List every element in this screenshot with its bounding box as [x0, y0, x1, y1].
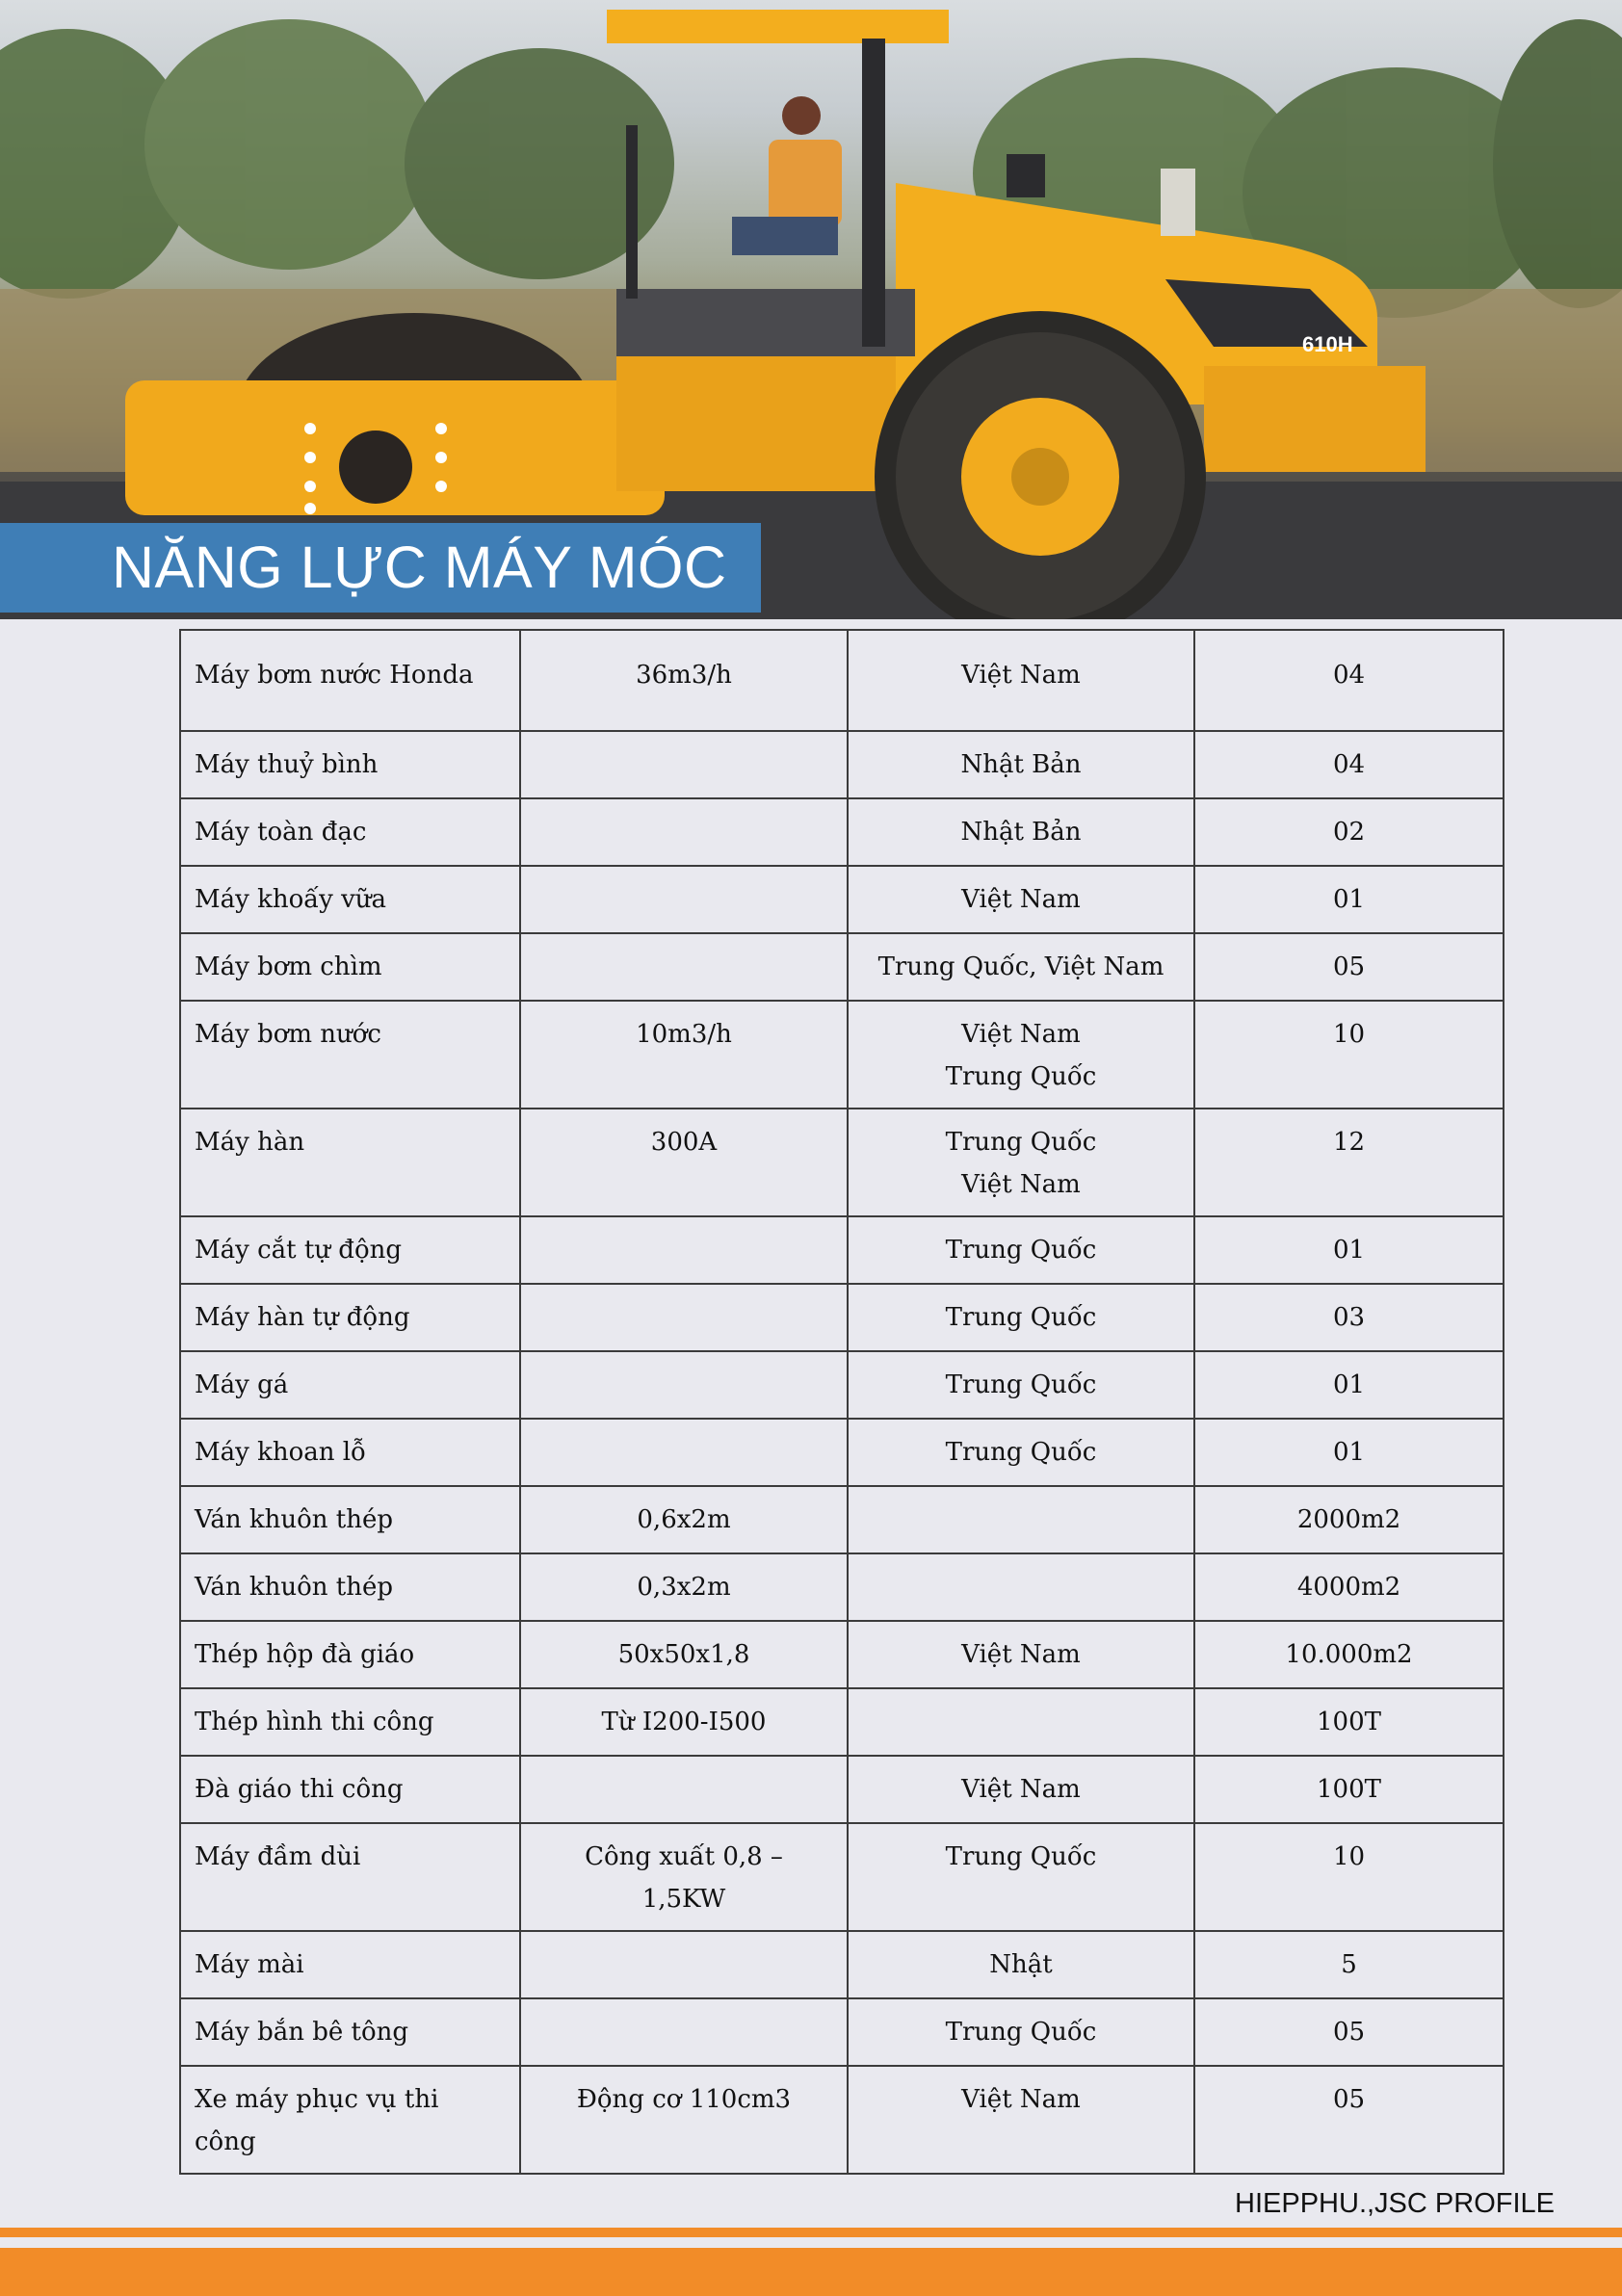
equipment-origin-cell: Việt Nam: [848, 1621, 1194, 1688]
footer-accent-bar: [0, 2248, 1622, 2296]
equipment-quantity-cell: 2000m2: [1194, 1486, 1504, 1553]
equipment-spec-cell: Từ I200-I500: [520, 1688, 848, 1756]
equipment-origin-cell: Trung Quốc: [848, 1998, 1194, 2066]
table-row: [180, 1109, 1504, 1216]
equipment-name-cell: Máy bơm chìm: [180, 933, 520, 1001]
equipment-origin-cell: Trung Quốc: [848, 1284, 1194, 1351]
equipment-spec-cell: [520, 1284, 848, 1351]
equipment-quantity-cell: 10: [1194, 1823, 1504, 1931]
table-row: [180, 1823, 1504, 1931]
page-title: NĂNG LỰC MÁY MÓC: [112, 535, 727, 600]
equipment-quantity-cell: 04: [1194, 630, 1504, 731]
table-row: [180, 1216, 1504, 1284]
equipment-spec-cell: [520, 866, 848, 933]
equipment-quantity-cell: 100T: [1194, 1756, 1504, 1823]
equipment-spec-cell: 0,3x2m: [520, 1553, 848, 1621]
table-row: [180, 630, 1504, 731]
equipment-quantity-cell: 10: [1194, 1001, 1504, 1109]
equipment-origin-cell: Trung Quốc: [848, 1823, 1194, 1931]
equipment-name-cell: Máy bắn bê tông: [180, 1998, 520, 2066]
equipment-quantity-cell: 02: [1194, 798, 1504, 866]
equipment-name-cell: Máy bơm nước Honda: [180, 630, 520, 731]
equipment-quantity-cell: 04: [1194, 731, 1504, 798]
equipment-spec-cell: [520, 1216, 848, 1284]
title-banner: [0, 523, 761, 613]
table-row: [180, 1553, 1504, 1621]
equipment-name-cell: Máy hàn tự động: [180, 1284, 520, 1351]
table-row: [180, 1351, 1504, 1419]
equipment-spec-cell: Công xuất 0,8 – 1,5KW: [520, 1823, 848, 1931]
equipment-name-cell: Máy khoan lỗ: [180, 1419, 520, 1486]
equipment-name-cell: Đà giáo thi công: [180, 1756, 520, 1823]
equipment-spec-cell: 300A: [520, 1109, 848, 1216]
equipment-origin-cell: Trung Quốc: [848, 1351, 1194, 1419]
equipment-name-cell: Ván khuôn thép: [180, 1553, 520, 1621]
table-row: [180, 1931, 1504, 1998]
table-row: [180, 1001, 1504, 1109]
equipment-origin-cell: Nhật: [848, 1931, 1194, 1998]
table-row: [180, 2066, 1504, 2174]
equipment-origin-cell: Nhật Bản: [848, 798, 1194, 866]
equipment-name-cell: Máy cắt tự động: [180, 1216, 520, 1284]
equipment-name-cell: Thép hộp đà giáo: [180, 1621, 520, 1688]
equipment-origin-cell: [848, 1553, 1194, 1621]
equipment-spec-cell: 50x50x1,8: [520, 1621, 848, 1688]
equipment-origin-cell: Việt Nam: [848, 630, 1194, 731]
equipment-quantity-cell: 10.000m2: [1194, 1621, 1504, 1688]
equipment-spec-cell: 36m3/h: [520, 630, 848, 731]
equipment-spec-cell: [520, 1998, 848, 2066]
equipment-origin-cell: Việt Nam Trung Quốc: [848, 1001, 1194, 1109]
equipment-origin-cell: Việt Nam: [848, 866, 1194, 933]
table-row: [180, 731, 1504, 798]
equipment-quantity-cell: 01: [1194, 1419, 1504, 1486]
equipment-origin-cell: Trung Quốc: [848, 1216, 1194, 1284]
machine-badge: 610H: [1302, 332, 1353, 356]
equipment-spec-cell: [520, 731, 848, 798]
header-photo: [0, 0, 1622, 619]
equipment-quantity-cell: 12: [1194, 1109, 1504, 1216]
equipment-spec-cell: [520, 1351, 848, 1419]
equipment-name-cell: Máy hàn: [180, 1109, 520, 1216]
equipment-origin-cell: Trung Quốc: [848, 1419, 1194, 1486]
equipment-name-cell: Xe máy phục vụ thi công: [180, 2066, 520, 2174]
table-row: [180, 1756, 1504, 1823]
footer-brand: HIEPPHU.,JSC PROFILE: [1235, 2188, 1555, 2219]
equipment-spec-cell: [520, 1756, 848, 1823]
equipment-quantity-cell: 100T: [1194, 1688, 1504, 1756]
equipment-origin-cell: [848, 1486, 1194, 1553]
equipment-quantity-cell: 01: [1194, 866, 1504, 933]
equipment-spec-cell: [520, 933, 848, 1001]
equipment-quantity-cell: 01: [1194, 1216, 1504, 1284]
equipment-quantity-cell: 05: [1194, 1998, 1504, 2066]
table-row: [180, 1284, 1504, 1351]
equipment-name-cell: Máy khoấy vữa: [180, 866, 520, 933]
equipment-spec-cell: 0,6x2m: [520, 1486, 848, 1553]
equipment-origin-cell: Việt Nam: [848, 1756, 1194, 1823]
equipment-spec-cell: [520, 1931, 848, 1998]
equipment-name-cell: Thép hình thi công: [180, 1688, 520, 1756]
equipment-name-cell: Ván khuôn thép: [180, 1486, 520, 1553]
equipment-spec-cell: 10m3/h: [520, 1001, 848, 1109]
equipment-quantity-cell: 05: [1194, 933, 1504, 1001]
footer-accent-line: [0, 2228, 1622, 2237]
equipment-spec-cell: [520, 798, 848, 866]
table-row: [180, 866, 1504, 933]
table-row: [180, 933, 1504, 1001]
equipment-origin-cell: [848, 1688, 1194, 1756]
equipment-origin-cell: Việt Nam: [848, 2066, 1194, 2174]
table-row: [180, 1419, 1504, 1486]
equipment-spec-cell: [520, 1419, 848, 1486]
equipment-origin-cell: Trung Quốc Việt Nam: [848, 1109, 1194, 1216]
table-row: [180, 1688, 1504, 1756]
table-row: [180, 1621, 1504, 1688]
equipment-quantity-cell: 01: [1194, 1351, 1504, 1419]
table-row: [180, 1486, 1504, 1553]
equipment-origin-cell: Nhật Bản: [848, 731, 1194, 798]
equipment-table: [179, 629, 1504, 2175]
equipment-name-cell: Máy thuỷ bình: [180, 731, 520, 798]
equipment-quantity-cell: 5: [1194, 1931, 1504, 1998]
table-row: [180, 1998, 1504, 2066]
equipment-name-cell: Máy toàn đạc: [180, 798, 520, 866]
equipment-quantity-cell: 05: [1194, 2066, 1504, 2174]
equipment-name-cell: Máy bơm nước: [180, 1001, 520, 1109]
equipment-name-cell: Máy đầm dùi: [180, 1823, 520, 1931]
equipment-name-cell: Máy mài: [180, 1931, 520, 1998]
table-row: [180, 798, 1504, 866]
equipment-quantity-cell: 4000m2: [1194, 1553, 1504, 1621]
equipment-quantity-cell: 03: [1194, 1284, 1504, 1351]
equipment-name-cell: Máy gá: [180, 1351, 520, 1419]
equipment-origin-cell: Trung Quốc, Việt Nam: [848, 933, 1194, 1001]
equipment-spec-cell: Động cơ 110cm3: [520, 2066, 848, 2174]
